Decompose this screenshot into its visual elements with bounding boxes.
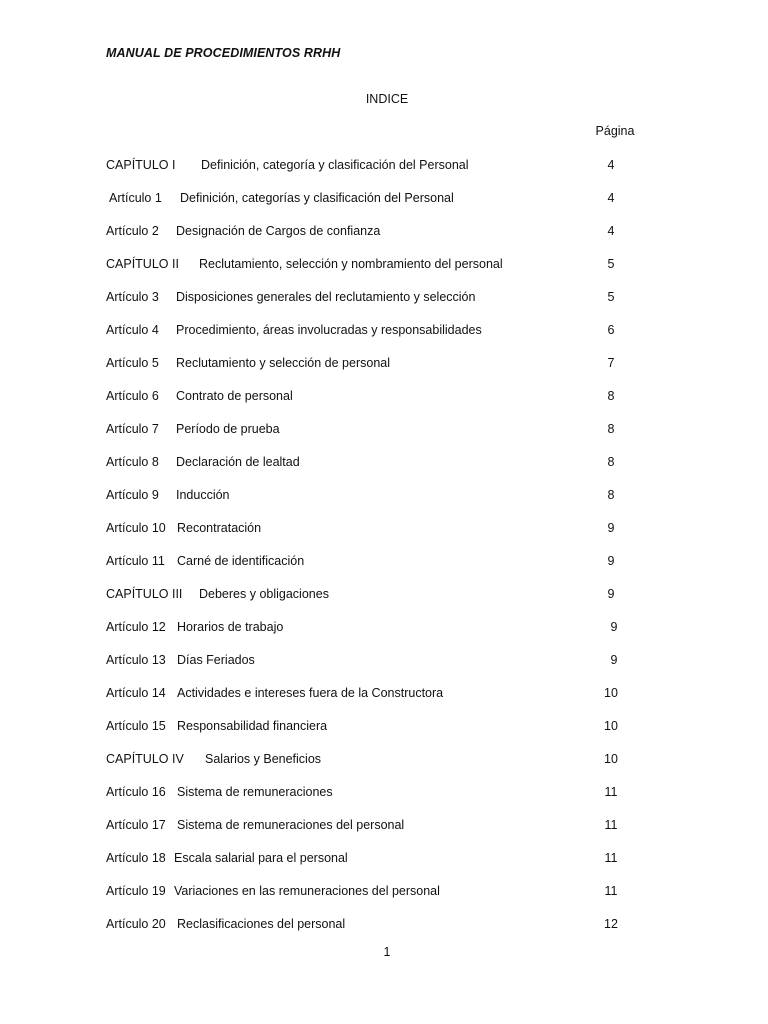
toc-article-row: [0, 554, 768, 587]
toc-entry-title: Variaciones en las remuneraciones del personal: [174, 884, 440, 898]
footer-page-number: 1: [383, 945, 391, 959]
toc-entry-label: Artículo 17: [106, 818, 166, 832]
toc-entry-page-number: 11: [604, 851, 618, 865]
toc-article-row: [0, 851, 768, 884]
toc-entry-page-number: 5: [607, 257, 615, 271]
toc-entry-title: Actividades e intereses fuera de la Constructora: [177, 686, 444, 700]
toc-article-row: [0, 653, 768, 686]
toc-entry-page-number: 9: [607, 587, 615, 601]
toc-entry-label: CAPÍTULO I: [106, 158, 176, 172]
toc-article-row: [0, 785, 768, 818]
toc-entry-title: Contrato de personal: [176, 389, 293, 403]
toc-chapter-row: [0, 257, 768, 290]
table-of-contents: [0, 158, 768, 950]
toc-entry-page-number: 9: [610, 620, 618, 634]
toc-entry-label: Artículo 3: [106, 290, 159, 304]
toc-entry-label: Artículo 12: [106, 620, 166, 634]
toc-entry-title: Reclutamiento, selección y nombramiento del personal: [199, 257, 503, 271]
toc-entry-page-number: 7: [607, 356, 615, 370]
toc-article-row: [0, 818, 768, 851]
toc-entry-label: Artículo 10: [106, 521, 166, 535]
toc-entry-page-number: 10: [604, 686, 618, 700]
toc-entry-label: Artículo 2: [106, 224, 159, 238]
toc-entry-label: Artículo 11: [106, 554, 165, 568]
document-header: MANUAL DE PROCEDIMIENTOS RRHH: [106, 46, 341, 60]
toc-entry-title: Carné de identificación: [177, 554, 305, 568]
toc-entry-title: Reclutamiento y selección de personal: [176, 356, 391, 370]
toc-entry-title: Definición, categoría y clasificación del Personal: [201, 158, 469, 172]
toc-entry-page-number: 4: [607, 191, 615, 205]
toc-entry-title: Días Feriados: [177, 653, 255, 667]
toc-entry-page-number: 8: [607, 422, 615, 436]
toc-entry-label: Artículo 19: [106, 884, 166, 898]
toc-entry-page-number: 11: [604, 785, 618, 799]
toc-article-row: [0, 488, 768, 521]
toc-entry-label: CAPÍTULO IV: [106, 752, 184, 766]
toc-entry-title: Reclasificaciones del personal: [177, 917, 346, 931]
toc-entry-page-number: 10: [604, 752, 618, 766]
toc-entry-label: Artículo 14: [106, 686, 166, 700]
toc-entry-label: Artículo 9: [106, 488, 159, 502]
toc-entry-label: CAPÍTULO III: [106, 587, 183, 601]
toc-entry-title: Declaración de lealtad: [176, 455, 300, 469]
toc-entry-page-number: 8: [607, 488, 615, 502]
index-title: INDICE: [365, 92, 409, 106]
toc-entry-title: Definición, categorías y clasificación del Personal: [180, 191, 454, 205]
toc-article-row: [0, 884, 768, 917]
toc-entry-title: Inducción: [176, 488, 230, 502]
toc-entry-label: Artículo 18: [106, 851, 166, 865]
toc-entry-label: Artículo 5: [106, 356, 159, 370]
toc-entry-label: Artículo 20: [106, 917, 166, 931]
toc-entry-label: Artículo 7: [106, 422, 159, 436]
toc-entry-label: CAPÍTULO II: [106, 257, 179, 271]
toc-article-row: [0, 224, 768, 257]
toc-entry-page-number: 11: [604, 884, 618, 898]
toc-entry-page-number: 6: [607, 323, 615, 337]
toc-entry-title: Disposiciones generales del reclutamiento y selección: [176, 290, 476, 304]
toc-chapter-row: [0, 158, 768, 191]
toc-entry-title: Procedimiento, áreas involucradas y responsabilidades: [176, 323, 482, 337]
toc-entry-label: Artículo 1: [109, 191, 162, 205]
toc-entry-page-number: 12: [604, 917, 618, 931]
toc-entry-page-number: 8: [607, 455, 615, 469]
toc-entry-title: Salarios y Beneficios: [205, 752, 322, 766]
toc-entry-title: Recontratación: [177, 521, 262, 535]
toc-entry-page-number: 4: [607, 158, 615, 172]
toc-entry-label: Artículo 15: [106, 719, 166, 733]
toc-entry-page-number: 11: [604, 818, 618, 832]
toc-entry-title: Escala salarial para el personal: [174, 851, 348, 865]
toc-entry-page-number: 8: [607, 389, 615, 403]
toc-entry-page-number: 9: [607, 554, 615, 568]
toc-article-row: [0, 455, 768, 488]
toc-article-row: [0, 323, 768, 356]
toc-entry-title: Designación de Cargos de confianza: [176, 224, 381, 238]
toc-entry-page-number: 9: [607, 521, 615, 535]
toc-chapter-row: [0, 587, 768, 620]
toc-entry-page-number: 9: [610, 653, 618, 667]
page-column-header: Página: [595, 124, 635, 138]
toc-entry-label: Artículo 4: [106, 323, 159, 337]
toc-article-row: [0, 356, 768, 389]
toc-article-row: [0, 620, 768, 653]
toc-entry-label: Artículo 6: [106, 389, 159, 403]
toc-article-row: [0, 191, 768, 224]
toc-entry-label: Artículo 16: [106, 785, 166, 799]
toc-entry-page-number: 4: [607, 224, 615, 238]
toc-article-row: [0, 719, 768, 752]
toc-chapter-row: [0, 752, 768, 785]
toc-entry-title: Deberes y obligaciones: [199, 587, 329, 601]
toc-entry-title: Responsabilidad financiera: [177, 719, 328, 733]
toc-article-row: [0, 686, 768, 719]
toc-article-row: [0, 521, 768, 554]
toc-entry-label: Artículo 8: [106, 455, 159, 469]
toc-article-row: [0, 290, 768, 323]
toc-article-row: [0, 422, 768, 455]
toc-entry-title: Sistema de remuneraciones del personal: [177, 818, 405, 832]
toc-entry-page-number: 10: [604, 719, 618, 733]
toc-entry-label: Artículo 13: [106, 653, 166, 667]
toc-article-row: [0, 389, 768, 422]
toc-entry-title: Horarios de trabajo: [177, 620, 284, 634]
toc-entry-title: Período de prueba: [176, 422, 280, 436]
toc-entry-title: Sistema de remuneraciones: [177, 785, 333, 799]
toc-entry-page-number: 5: [607, 290, 615, 304]
